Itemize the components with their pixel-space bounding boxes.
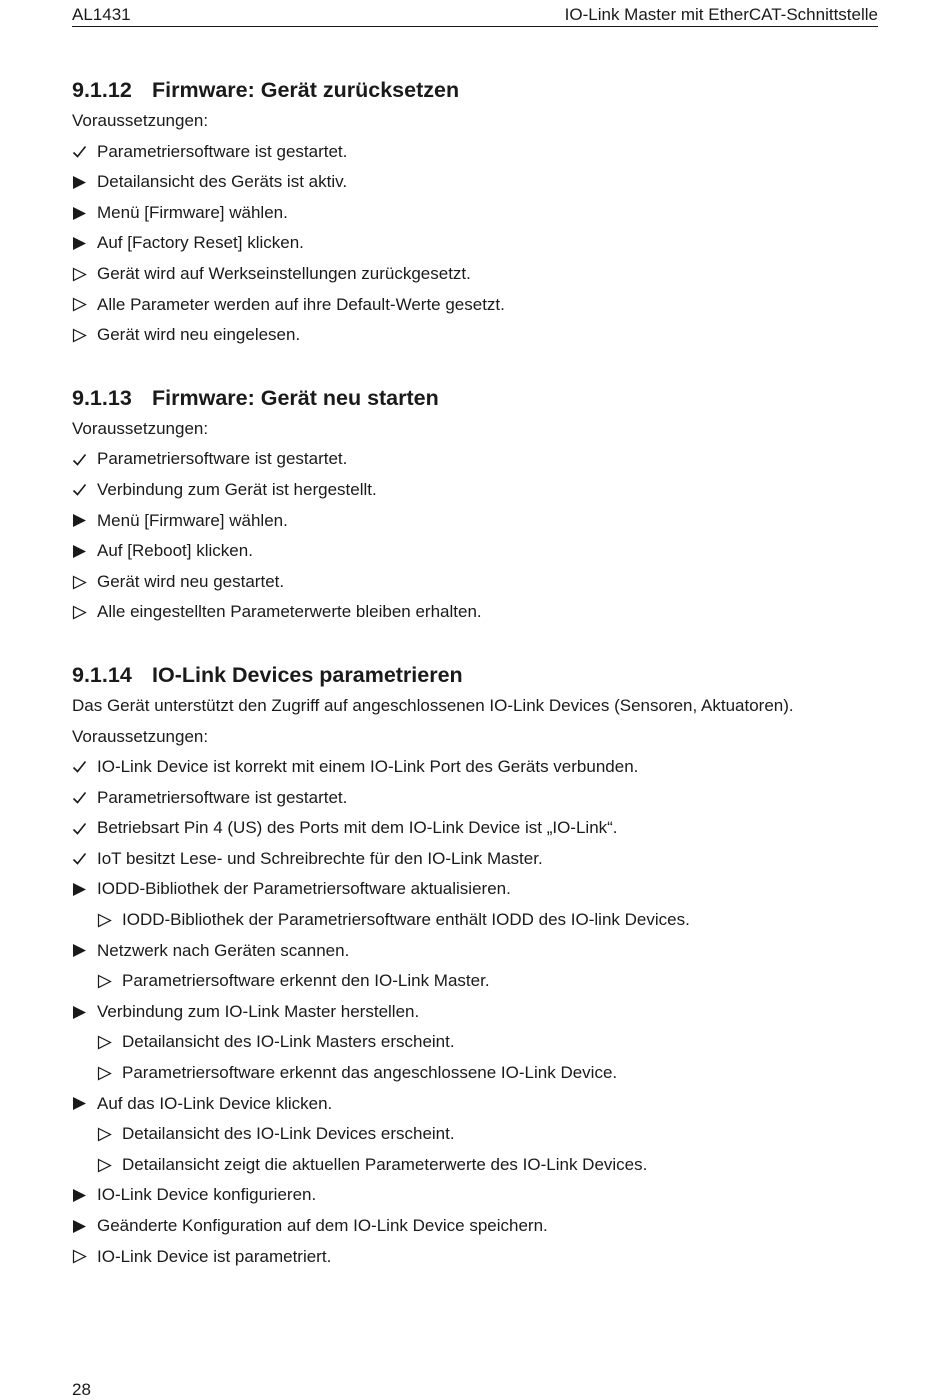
checkmark-icon bbox=[72, 844, 94, 875]
sub-result-item bbox=[72, 966, 878, 997]
action-arrow-icon bbox=[72, 228, 94, 259]
prerequisite-item bbox=[72, 752, 878, 783]
section-heading bbox=[72, 659, 878, 691]
result-arrow-icon bbox=[97, 1119, 119, 1150]
prerequisite-item bbox=[72, 783, 878, 814]
action-arrow-icon bbox=[72, 536, 94, 567]
line-text: IODD-Bibliothek der Parametriersoftware aktualisieren. bbox=[97, 879, 511, 899]
result-arrow-icon bbox=[72, 567, 94, 598]
prerequisite-item bbox=[72, 444, 878, 475]
action-step bbox=[72, 1089, 878, 1120]
action-arrow-icon bbox=[72, 506, 94, 537]
checkmark-icon bbox=[72, 137, 94, 168]
result-item bbox=[72, 1242, 878, 1273]
action-arrow-icon bbox=[72, 1180, 94, 1211]
line-text: Voraussetzungen: bbox=[72, 418, 209, 438]
line-text: Menü [Firmware] wählen. bbox=[97, 202, 288, 222]
document-body bbox=[72, 74, 878, 1272]
line-text: IO-Link Device konfigurieren. bbox=[97, 1185, 317, 1205]
line-text: Verbindung zum Gerät ist hergestellt. bbox=[97, 479, 377, 499]
action-step bbox=[72, 167, 878, 198]
prerequisite-item bbox=[72, 475, 878, 506]
sub-result-item bbox=[72, 1027, 878, 1058]
line-text: Menü [Firmware] wählen. bbox=[97, 510, 288, 530]
line-text: Parametriersoftware ist gestartet. bbox=[97, 449, 348, 469]
line-text: Geänderte Konfiguration auf dem IO-Link Device speichern. bbox=[97, 1216, 548, 1235]
checkmark-icon bbox=[72, 813, 94, 844]
line-text: IO-Link Device ist parametriert. bbox=[97, 1246, 332, 1266]
prerequisite-item bbox=[72, 137, 878, 168]
line-text: Parametriersoftware erkennt das angeschlossene IO-Link Device. bbox=[122, 1063, 618, 1083]
section-spacer bbox=[72, 351, 878, 382]
action-arrow-icon bbox=[72, 997, 94, 1028]
action-step bbox=[72, 198, 878, 229]
action-step bbox=[72, 228, 878, 259]
line-text: Netzwerk nach Geräten scannen. bbox=[97, 940, 350, 960]
action-arrow-icon bbox=[72, 874, 94, 905]
section-title: Firmware: Gerät zurücksetzen bbox=[152, 78, 460, 102]
line-text: IODD-Bibliothek der Parametriersoftware enthält IODD des IO-link Devices. bbox=[122, 910, 690, 930]
line-text: IO-Link Device ist korrekt mit einem IO-Link Port des Geräts verbunden. bbox=[97, 757, 639, 777]
prerequisite-item bbox=[72, 813, 878, 844]
section-heading bbox=[72, 382, 878, 414]
line-text: Das Gerät unterstützt den Zugriff auf angeschlossenen IO-Link Devices (Sensoren, Aktuatoren). bbox=[72, 695, 794, 715]
action-arrow-icon bbox=[72, 936, 94, 967]
line-text: Parametriersoftware ist gestartet. bbox=[97, 141, 348, 161]
result-arrow-icon bbox=[72, 1242, 94, 1273]
checkmark-icon bbox=[72, 475, 94, 506]
section-heading bbox=[72, 74, 878, 106]
line-text: Detailansicht des Geräts ist aktiv. bbox=[97, 172, 348, 192]
line-text: Gerät wird neu gestartet. bbox=[97, 571, 285, 591]
line-text: Parametriersoftware erkennt den IO-Link Master. bbox=[122, 971, 490, 991]
line-text: Auf [Reboot] klicken. bbox=[97, 541, 253, 561]
result-arrow-icon bbox=[72, 597, 94, 628]
section-spacer bbox=[72, 628, 878, 659]
action-step bbox=[72, 936, 878, 967]
result-arrow-icon bbox=[72, 320, 94, 351]
result-arrow-icon bbox=[97, 905, 119, 936]
checkmark-icon bbox=[72, 752, 94, 783]
header-document-title: IO-Link Master mit EtherCAT-Schnittstelle bbox=[564, 5, 878, 24]
action-step bbox=[72, 536, 878, 567]
result-item bbox=[72, 259, 878, 290]
action-arrow-icon bbox=[72, 198, 94, 229]
result-arrow-icon bbox=[97, 966, 119, 997]
section-number: 9.1.13 bbox=[72, 385, 132, 410]
section-title: Firmware: Gerät neu starten bbox=[152, 385, 439, 410]
action-arrow-icon bbox=[72, 167, 94, 198]
body-text bbox=[72, 691, 878, 722]
action-arrow-icon bbox=[72, 1089, 94, 1120]
action-step bbox=[72, 997, 878, 1028]
line-text: Detailansicht zeigt die aktuellen Parameterwerte des IO-Link Devices. bbox=[122, 1154, 648, 1174]
result-item bbox=[72, 290, 878, 321]
result-arrow-icon bbox=[97, 1027, 119, 1058]
result-item bbox=[72, 567, 878, 598]
action-step bbox=[72, 874, 878, 905]
line-text: Verbindung zum IO-Link Master herstellen. bbox=[97, 1001, 420, 1021]
action-step bbox=[72, 1211, 878, 1242]
line-text: Parametriersoftware ist gestartet. bbox=[97, 787, 348, 807]
result-arrow-icon bbox=[72, 290, 94, 321]
line-text: Detailansicht des IO-Link Devices erscheint. bbox=[122, 1124, 455, 1144]
sub-result-item bbox=[72, 1150, 878, 1181]
result-item bbox=[72, 597, 878, 628]
page-header bbox=[72, 4, 878, 27]
result-arrow-icon bbox=[72, 259, 94, 290]
line-text: Alle Parameter werden auf ihre Default-Werte gesetzt. bbox=[97, 294, 505, 314]
prerequisite-item bbox=[72, 844, 878, 875]
action-step bbox=[72, 1180, 878, 1211]
checkmark-icon bbox=[72, 783, 94, 814]
body-text bbox=[72, 414, 878, 445]
result-arrow-icon bbox=[97, 1150, 119, 1181]
section-number: 9.1.12 bbox=[72, 78, 132, 102]
line-text: Gerät wird neu eingelesen. bbox=[97, 325, 301, 345]
action-arrow-icon bbox=[72, 1211, 94, 1242]
line-text: Gerät wird auf Werkseinstellungen zurückgesetzt. bbox=[97, 263, 471, 283]
line-text: Voraussetzungen: bbox=[72, 726, 209, 746]
result-item bbox=[72, 320, 878, 351]
header-product-code: AL1431 bbox=[72, 5, 131, 24]
result-arrow-icon bbox=[97, 1058, 119, 1089]
checkmark-icon bbox=[72, 444, 94, 475]
line-text: Betriebsart Pin 4 (US) des Ports mit dem IO-Link Device ist „IO-Link“. bbox=[97, 818, 618, 838]
page-number: 28 bbox=[72, 1380, 91, 1399]
section-title: IO-Link Devices parametrieren bbox=[152, 662, 463, 687]
line-text: Voraussetzungen: bbox=[72, 111, 209, 130]
section-number: 9.1.14 bbox=[72, 662, 132, 687]
sub-result-item bbox=[72, 1058, 878, 1089]
sub-result-item bbox=[72, 905, 878, 936]
sub-result-item bbox=[72, 1119, 878, 1150]
section-9-1-13 bbox=[72, 382, 878, 628]
body-text bbox=[72, 106, 878, 137]
line-text: Alle eingestellten Parameterwerte bleiben erhalten. bbox=[97, 602, 482, 622]
line-text: Auf [Factory Reset] klicken. bbox=[97, 233, 304, 253]
line-text: Detailansicht des IO-Link Masters erscheint. bbox=[122, 1032, 455, 1052]
action-step bbox=[72, 506, 878, 537]
body-text bbox=[72, 722, 878, 753]
section-9-1-14 bbox=[72, 659, 878, 1272]
line-text: IoT besitzt Lese- und Schreibrechte für den IO-Link Master. bbox=[97, 848, 543, 868]
section-9-1-12 bbox=[72, 74, 878, 351]
line-text: Auf das IO-Link Device klicken. bbox=[97, 1093, 333, 1113]
